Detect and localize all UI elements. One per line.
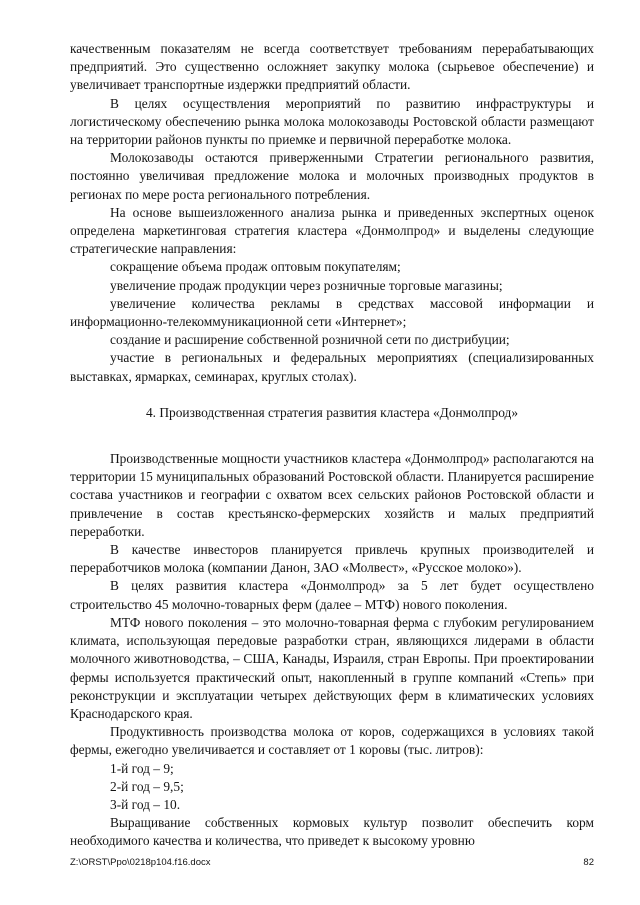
paragraph-dairy-plants: Молокозаводы остаются приверженными Стратегии регионального развития, постоянно увеличивая предложение молока и молочных производных продуктов в регионах по мере роста регионального потребления. bbox=[70, 150, 594, 202]
yield-item: 3-й год – 10. bbox=[110, 796, 181, 812]
paragraph-productivity: Продуктивность производства молока от коров, содержащихся в условиях такой фермы, ежегодно увеличивается и составляет от 1 коровы (тыс. литров): bbox=[70, 724, 594, 758]
paragraph-construction: В целях развития кластера «Донмолпрод» за 5 лет будет осуществлено строительство 45 молочно-товарных ферм (далее – МТФ) нового поколения. bbox=[70, 578, 594, 612]
strategy-direction-item: увеличение продаж продукции через розничные торговые магазины; bbox=[110, 277, 503, 293]
strategy-direction-item: увеличение количества рекламы в средствах массовой информации и информационно-телекоммуникационной сети «Интернет»; bbox=[70, 295, 594, 330]
section-heading: 4. Производственная стратегия развития кластера «Донмолпрод» bbox=[145, 404, 519, 420]
yield-item: 1-й год – 9; bbox=[110, 760, 174, 776]
strategy-direction-item: участие в региональных и федеральных мероприятиях (специализированных выставках, ярмарках, семинарах, круглых столах). bbox=[70, 350, 594, 384]
page-footer bbox=[70, 857, 594, 869]
paragraph-infrastructure: В целях осуществления мероприятий по развитию инфраструктуры и логистическому обеспечению рынка молока молокозаводы Ростовской области размещают на территории районов пункты по приемке и первичной переработке молока. bbox=[70, 95, 594, 148]
paragraph-continuation: качественным показателям не всегда соответствует требованиям перерабатывающих предприятий. Это существенно осложняет закупку молока (сырьевое обеспечение) и увеличивает транспортные издержки предприятий области. bbox=[70, 41, 594, 93]
strategy-direction-item: сокращение объема продаж оптовым покупателям; bbox=[110, 259, 401, 275]
paragraph-marketing-strategy: На основе вышеизложенного анализа рынка и приведенных экспертных оценок определена маркетинговая стратегия кластера «Донмолпрод» и выделены следующие стратегические направления: bbox=[70, 204, 594, 257]
strategy-direction-item: создание и расширение собственной розничной сети по дистрибуции; bbox=[110, 332, 510, 348]
page-number: 82 bbox=[583, 857, 594, 868]
footer-file-path: Z:\ORST\Ppo\0218p104.f16.docx bbox=[70, 857, 211, 868]
yield-item: 2-й год – 9,5; bbox=[110, 778, 184, 794]
paragraph-production-capacity: Производственные мощности участников кластера «Донмолпрод» располагаются на территории 15 муниципальных образований Ростовской области. Планируется расширение состава участников и географии с охватом всех сельских районов Ростовской области и привлечение в состав крестьянско-фермерских хозяйств и малых предприятий переработки. bbox=[70, 451, 594, 539]
paragraph-new-farm: МТФ нового поколения – это молочно-товарная ферма с глубоким регулированием климата, использующая передовые разработки стран, являющихся лидерами в области молочного животноводства, – США, Канады, Израиля, стран Европы. При проектировании фермы используется практический опыт, накопленный в группе компаний «Степь» при реконструкции и эксплуатации четырех действующих ферм в климатических условиях Краснодарского края. bbox=[70, 614, 594, 721]
document-body bbox=[70, 40, 594, 851]
paragraph-investors: В качестве инвесторов планируется привлечь крупных производителей и переработчиков молока (компании Данон, ЗАО «Молвест», «Русское молоко»). bbox=[70, 542, 594, 576]
paragraph-feed-crops: Выращивание собственных кормовых культур позволит обеспечить корм необходимого качества и количества, что приведет к высокому уровню bbox=[70, 815, 594, 849]
